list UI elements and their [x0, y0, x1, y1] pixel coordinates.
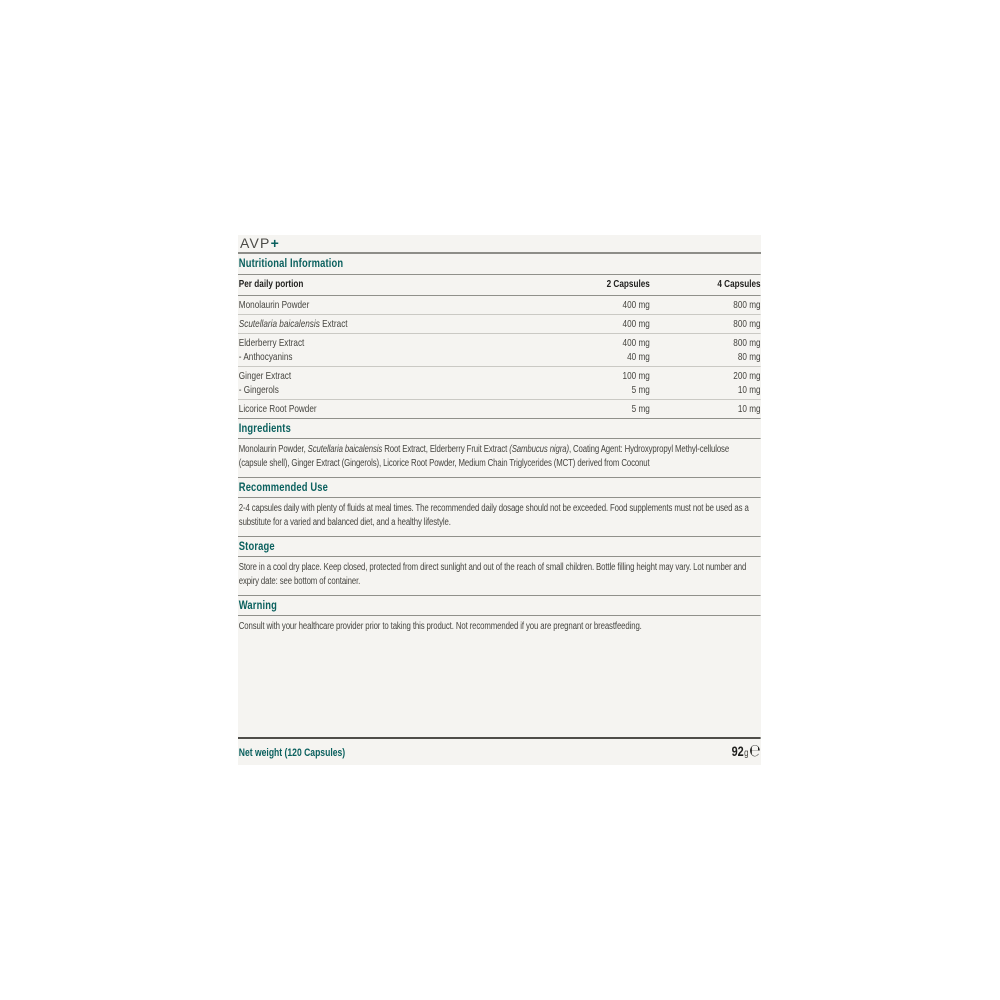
table-row-sub — [238, 350, 761, 364]
divider — [238, 595, 761, 596]
amount-2-capsules: 5 mg — [631, 402, 650, 415]
ingredient-name-rest: Extract — [319, 317, 348, 330]
recommended-use-text: 2-4 capsules daily with plenty of fluids at meal times. The recommended daily dosage should not be exceeded. Food supplements must not be used as a substitute for a varied and balanced diet, and a healthy lifestyle. — [238, 502, 749, 529]
brand-name: AVP — [240, 235, 271, 251]
amount-2-capsules: 400 mg — [622, 317, 650, 330]
table-row-main — [238, 369, 761, 383]
ingredient-name — [238, 317, 548, 331]
ingredients-text — [239, 443, 761, 472]
storage-text: Store in a cool dry place. Keep closed, protected from direct sunlight and out of the reach of small children. Bottle filling height may vary. Lot number and expiry date: see bottom of container. — [238, 561, 747, 588]
amount-4-capsules: 10 mg — [737, 383, 761, 396]
table-row — [238, 334, 761, 367]
amount-2-capsules: 400 mg — [622, 298, 650, 311]
brand-plus: + — [270, 235, 279, 251]
section-heading-ingredients: Ingredients — [238, 420, 291, 435]
amount-4-capsules: 800 mg — [733, 298, 761, 311]
divider — [238, 615, 761, 616]
ingredient-name: Monolaurin Powder — [238, 298, 310, 311]
ingredient-sub-name: - Gingerols — [238, 383, 279, 396]
table-row-sub — [238, 383, 761, 397]
ingredient-name: Licorice Root Powder — [238, 402, 317, 415]
supplement-label — [238, 235, 761, 765]
table-row-main — [238, 336, 761, 350]
amount-4-capsules: 800 mg — [733, 336, 761, 349]
ingredients-latin: (Sambucus nigra) — [509, 443, 569, 455]
divider — [238, 556, 761, 557]
divider — [238, 477, 761, 478]
weight-unit: g — [744, 748, 749, 759]
column-header-portion: Per daily portion — [238, 278, 304, 291]
warning-text: Consult with your healthcare provider prior to taking this product. Not recommended if you are pregnant or breastfeeding. — [238, 620, 642, 632]
column-header-4-capsules: 4 Capsules — [717, 278, 761, 291]
section-heading-storage: Storage — [238, 538, 275, 553]
amount-4-capsules: 10 mg — [737, 402, 761, 415]
table-row — [238, 400, 761, 418]
amount-4-capsules: 800 mg — [733, 317, 761, 330]
divider — [238, 438, 761, 439]
table-row — [238, 315, 761, 334]
label-footer — [238, 737, 761, 765]
table-row — [238, 367, 761, 400]
net-weight-value — [732, 743, 761, 762]
divider — [238, 536, 761, 537]
section-heading-warning: Warning — [238, 597, 277, 612]
amount-4-capsules: 200 mg — [733, 369, 761, 382]
column-header-2-capsules: 2 Capsules — [606, 278, 650, 291]
label-content — [238, 254, 761, 765]
net-weight-row — [238, 739, 761, 765]
amount-4-capsules: 80 mg — [737, 350, 761, 363]
ingredient-sub-name: - Anthocyanins — [238, 350, 293, 363]
ingredient-name: Elderberry Extract — [238, 336, 305, 349]
ingredients-latin: Scutellaria baicalensis — [307, 443, 383, 455]
net-weight-label: Net weight (120 Capsules) — [238, 747, 346, 759]
weight-number: 92 — [731, 743, 744, 759]
section-heading-nutrition: Nutritional Information — [238, 255, 344, 270]
ingredients-seg: , Coating Agent: Hydroxypropyl Methyl-cellulose (capsule shell), Ginger Extract (Gingerols), Licorice Root Powder, Medium Chain Triglycerides (MCT) derived from Coconut — [238, 443, 730, 470]
divider — [238, 497, 761, 498]
amount-2-capsules: 5 mg — [631, 383, 650, 396]
ingredients-seg: Monolaurin Powder, — [238, 443, 308, 455]
amount-2-capsules: 100 mg — [622, 369, 650, 382]
amount-2-capsules: 40 mg — [627, 350, 650, 363]
brand — [238, 235, 761, 251]
latin-name: Scutellaria baicalensis — [238, 317, 320, 330]
nutrition-table-header — [238, 275, 761, 295]
divider — [238, 418, 761, 419]
ingredients-seg: Root Extract, Elderberry Fruit Extract — [382, 443, 510, 455]
table-row — [238, 296, 761, 315]
estimated-symbol-icon: ℮ — [749, 741, 761, 761]
amount-2-capsules: 400 mg — [622, 336, 650, 349]
section-heading-recommended-use: Recommended Use — [238, 479, 328, 494]
ingredient-name: Ginger Extract — [238, 369, 292, 382]
